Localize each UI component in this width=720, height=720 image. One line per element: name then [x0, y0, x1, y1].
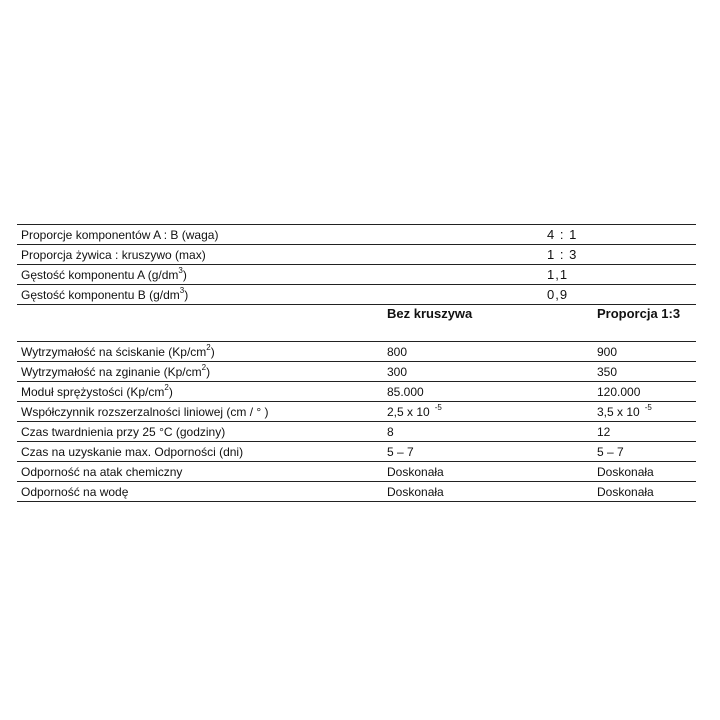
- table-row: [17, 245, 696, 265]
- row-label: Czas na uzyskanie max. Odporności (dni): [21, 445, 244, 459]
- value-bez-kruszywa: Doskonała: [387, 465, 444, 479]
- table-row: [17, 285, 696, 305]
- value-proporcja: 900: [597, 345, 618, 359]
- table-row: [17, 442, 696, 462]
- value-bez-kruszywa: 2,5 x 10 $^{-5}$: [387, 403, 442, 419]
- table-row: [17, 482, 696, 502]
- table-row: [17, 402, 696, 422]
- row-value: 4 : 1: [547, 227, 578, 242]
- properties-table: [17, 224, 696, 502]
- value-proporcja: 120.000: [597, 385, 641, 399]
- row-label: Proporcje komponentów A : B (waga): [21, 228, 219, 242]
- row-value: 1,1: [547, 267, 569, 282]
- value-proporcja: 3,5 x 10 $^{-5}$: [597, 403, 652, 419]
- value-bez-kruszywa: Doskonała: [387, 485, 444, 499]
- table-row: [17, 225, 696, 245]
- table-row: [17, 382, 696, 402]
- row-label: Moduł sprężystości $(Kp/cm^2)$: [21, 383, 173, 399]
- table-header-row: [17, 305, 696, 342]
- value-bez-kruszywa: 5 – 7: [387, 445, 414, 459]
- table-row: [17, 265, 696, 285]
- value-proporcja: 350: [597, 365, 618, 379]
- row-label: Współczynnik rozszerzalności liniowej (cm / ° ): [21, 405, 269, 419]
- table-row: [17, 422, 696, 442]
- column-header-proporcja: Proporcja 1:3: [597, 306, 681, 321]
- row-label: Gęstość komponentu A $(g/dm^3)$: [21, 266, 187, 282]
- column-header-bez-kruszywa: Bez kruszywa: [387, 306, 473, 321]
- row-value: 0,9: [547, 287, 569, 302]
- row-label: Odporność na atak chemiczny: [21, 465, 183, 479]
- table-row: [17, 462, 696, 482]
- value-proporcja: Doskonała: [597, 465, 654, 479]
- value-bez-kruszywa: 85.000: [387, 385, 424, 399]
- row-label: Czas twardnienia przy 25 °C (godziny): [21, 425, 226, 439]
- value-bez-kruszywa: 300: [387, 365, 408, 379]
- value-proporcja: Doskonała: [597, 485, 654, 499]
- value-bez-kruszywa: 8: [387, 425, 394, 439]
- table-row: [17, 362, 696, 382]
- value-bez-kruszywa: 800: [387, 345, 408, 359]
- row-value: 1 : 3: [547, 247, 578, 262]
- row-label: Odporność na wodę: [21, 485, 129, 499]
- row-label: Proporcja żywica : kruszywo (max): [21, 248, 206, 262]
- value-proporcja: 5 – 7: [597, 445, 624, 459]
- row-label: Gęstość komponentu B $(g/dm^3)$: [21, 286, 189, 302]
- row-label: Wytrzymałość na ściskanie $(Kp/cm^2)$: [21, 343, 215, 359]
- value-proporcja: 12: [597, 425, 611, 439]
- table-row: [17, 342, 696, 362]
- row-label: Wytrzymałość na zginanie $(Kp/cm^2)$: [21, 363, 211, 379]
